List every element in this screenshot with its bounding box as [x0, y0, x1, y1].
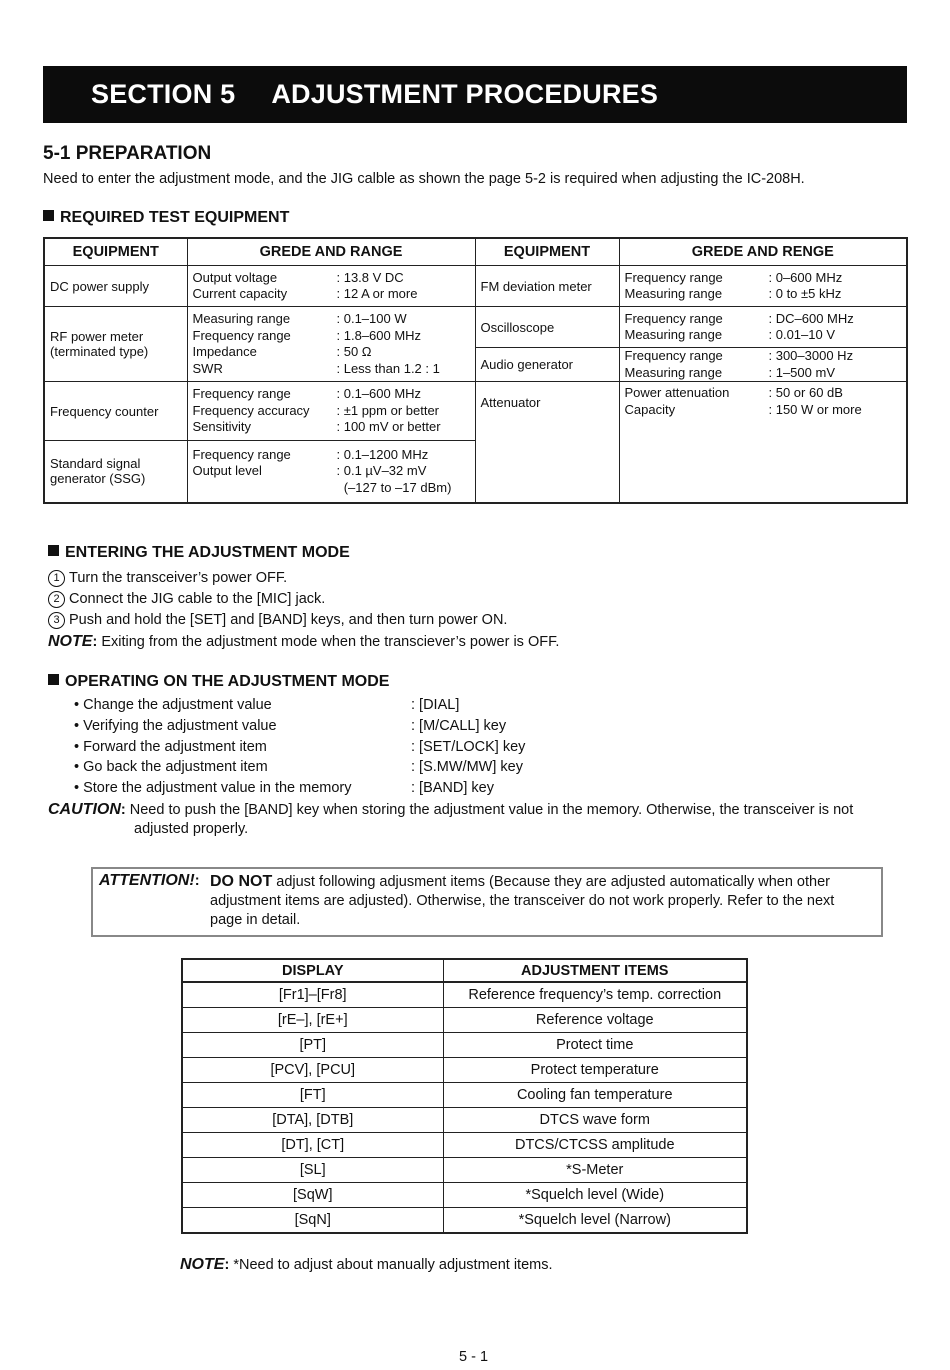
attention-line-3: page in detail.	[210, 912, 301, 928]
operation-key: : [M/CALL] key	[411, 718, 507, 734]
spec-value: : 0.1–1200 MHz	[336, 446, 429, 462]
item-cell: DTCS wave form	[443, 1108, 747, 1133]
square-bullet-icon	[48, 674, 59, 685]
spec-key: Frequency accuracy	[192, 402, 310, 418]
column-header: DISPLAY	[182, 959, 443, 982]
caution-label: CAUTION	[48, 801, 121, 818]
equipment-name: Attenuator	[475, 382, 619, 503]
equipment-name: Oscilloscope	[475, 307, 619, 348]
operation-key: : [DIAL]	[411, 697, 460, 713]
operation-item	[74, 697, 460, 713]
table-row	[182, 1033, 747, 1058]
spec-key: Frequency range	[192, 446, 291, 462]
spec-key: Measuring range	[624, 327, 723, 342]
spec-value: : 0.01–10 V	[768, 327, 835, 342]
step-item	[48, 591, 325, 608]
required-equipment-heading-text: REQUIRED TEST EQUIPMENT	[60, 209, 290, 226]
attention-box	[91, 867, 883, 937]
column-header: EQUIPMENT	[44, 238, 187, 266]
operation-key: : [SET/LOCK] key	[411, 739, 526, 755]
preparation-intro: Need to enter the adjustment mode, and the JIG calble as shown the page 5-2 is required when adjusting the IC-208H.	[43, 171, 805, 187]
do-not-label: DO NOT	[210, 873, 273, 890]
step-item	[48, 612, 507, 629]
adjustment-items-table	[181, 958, 748, 1234]
note-text: Exiting from the adjustment mode when the transciever’s power is OFF.	[101, 634, 560, 650]
operation-item	[74, 739, 526, 755]
table-row	[44, 266, 907, 307]
attention-label: ATTENTION!	[99, 872, 195, 889]
operation-label: • Forward the adjustment item	[74, 739, 267, 755]
spec-value: : 1.8–600 MHz	[336, 327, 422, 343]
display-cell: [PCV], [PCU]	[182, 1058, 443, 1083]
spec-key: Current capacity	[192, 286, 288, 301]
spec-value: : 1–500 mV	[768, 364, 835, 380]
equipment-specs	[187, 307, 475, 382]
entering-heading-text: ENTERING THE ADJUSTMENT MODE	[65, 544, 350, 561]
equipment-specs	[187, 382, 475, 441]
equipment-name: FM deviation meter	[475, 266, 619, 307]
section-title: ADJUSTMENT PROCEDURES	[271, 79, 659, 109]
caution-text-continued: adjusted properly.	[134, 821, 249, 837]
spec-value: : 0.1 µV–32 mV	[336, 463, 427, 478]
column-header: GREDE AND RANGE	[187, 238, 475, 266]
spec-value: : 0–600 MHz	[768, 269, 843, 285]
spec-value: : 300–3000 Hz	[768, 348, 854, 363]
entering-heading	[48, 544, 350, 562]
table-row	[182, 1008, 747, 1033]
spec-value: : ±1 ppm or better	[336, 402, 440, 418]
step-number-icon: 2	[48, 591, 65, 608]
item-cell: *Squelch level (Narrow)	[443, 1208, 747, 1234]
spec-value: : 12 A or more	[336, 286, 418, 301]
operating-heading	[48, 673, 389, 691]
spec-value: (–127 to –17 dBm)	[336, 479, 452, 495]
attention-text: adjust following adjusment items (Because they are adjusted automatically when other	[276, 874, 830, 890]
spec-value: : 100 mV or better	[336, 419, 441, 435]
attention-body	[210, 872, 876, 930]
spec-key: Output level	[192, 463, 262, 478]
note-label: NOTE	[180, 1256, 225, 1273]
step-text: Push and hold the [SET] and [BAND] keys, and then turn power ON.	[69, 612, 508, 628]
display-cell: [Fr1]–[Fr8]	[182, 982, 443, 1008]
adjustment-table-header	[182, 959, 747, 982]
spec-key: Measuring range	[192, 311, 291, 326]
spec-value: : Less than 1.2 : 1	[336, 360, 440, 376]
spec-key: Frequency range	[192, 327, 291, 343]
table-row	[182, 1108, 747, 1133]
operating-heading-text: OPERATING ON THE ADJUSTMENT MODE	[65, 673, 390, 690]
step-item	[48, 570, 287, 587]
display-cell: [FT]	[182, 1083, 443, 1108]
column-header: ADJUSTMENT ITEMS	[443, 959, 747, 982]
section-banner	[43, 66, 907, 123]
display-cell: [rE–], [rE+]	[182, 1008, 443, 1033]
equipment-name: RF power meter (terminated type)	[44, 307, 187, 382]
spec-key: Frequency range	[624, 269, 723, 285]
spec-value: : 0.1–100 W	[336, 311, 407, 326]
equipment-name: Standard signal generator (SSG)	[44, 441, 187, 503]
equipment-specs	[619, 307, 907, 348]
spec-key: Frequency range	[624, 310, 723, 326]
equipment-specs	[187, 266, 475, 307]
item-cell: Protect temperature	[443, 1058, 747, 1083]
table-row	[44, 307, 907, 348]
square-bullet-icon	[48, 545, 59, 556]
operation-label: • Go back the adjustment item	[74, 759, 268, 775]
preparation-heading: 5-1 PREPARATION	[43, 143, 212, 164]
display-cell: [PT]	[182, 1033, 443, 1058]
spec-value: : 13.8 V DC	[336, 269, 404, 285]
spec-value: : 50 or 60 dB	[768, 385, 843, 400]
operation-label: • Store the adjustment value in the memory	[74, 780, 352, 796]
caution-line: CAUTION: Need to push the [BAND] key when storing the adjustment value in the memory. Otherwise, the transceiver is not	[48, 801, 854, 818]
operation-item	[74, 718, 507, 734]
step-number-icon: 3	[48, 612, 65, 629]
spec-key: SWR	[192, 360, 223, 376]
note-text: *Need to adjust about manually adjustment items.	[233, 1257, 553, 1273]
equipment-table	[43, 237, 908, 504]
operation-label: • Change the adjustment value	[74, 697, 272, 713]
equipment-table-header	[44, 238, 907, 266]
caution-text: Need to push the [BAND] key when storing the adjustment value in the memory. Otherwise, the transceiver is not	[129, 802, 854, 818]
display-cell: [DTA], [DTB]	[182, 1108, 443, 1133]
spec-key: Measuring range	[624, 286, 723, 301]
table-row	[182, 982, 747, 1008]
table-row	[182, 1158, 747, 1183]
spec-key: Sensitivity	[192, 419, 252, 435]
spec-key: Measuring range	[624, 364, 723, 380]
required-equipment-heading	[43, 209, 289, 227]
spec-key: Frequency range	[192, 386, 291, 402]
spec-key: Frequency range	[624, 348, 723, 363]
item-cell: Reference voltage	[443, 1008, 747, 1033]
table-row	[44, 382, 907, 441]
operation-key: : [BAND] key	[411, 780, 494, 796]
column-header: GREDE AND RENGE	[619, 238, 907, 266]
table-row	[182, 1083, 747, 1108]
equipment-name: Frequency counter	[44, 382, 187, 441]
item-cell: *Squelch level (Wide)	[443, 1183, 747, 1208]
operation-key: : [S.MW/MW] key	[411, 759, 523, 775]
page-number: 5 - 1	[459, 1349, 489, 1365]
spec-key: Impedance	[192, 344, 257, 359]
spec-value: : DC–600 MHz	[768, 310, 854, 326]
equipment-specs	[619, 348, 907, 382]
entering-note: NOTE: Exiting from the adjustment mode when the transciever’s power is OFF.	[48, 633, 560, 650]
display-cell: [DT], [CT]	[182, 1133, 443, 1158]
step-text: Turn the transceiver’s power OFF.	[69, 570, 288, 586]
attention-line-2: adjustment items are adjusted). Otherwise, the transceiver do not work properly. Refer to the next	[210, 893, 835, 909]
spec-key	[193, 480, 337, 497]
operation-label: • Verifying the adjustment value	[74, 718, 277, 734]
item-cell: DTCS/CTCSS amplitude	[443, 1133, 747, 1158]
table-row	[182, 1183, 747, 1208]
spec-key: Power attenuation	[624, 385, 730, 400]
square-bullet-icon	[43, 210, 54, 221]
item-cell: Protect time	[443, 1033, 747, 1058]
step-number-icon: 1	[48, 570, 65, 587]
spec-value: : 150 W or more	[768, 401, 862, 417]
equipment-specs	[187, 441, 475, 503]
item-cell: Cooling fan temperature	[443, 1083, 747, 1108]
equipment-name: Audio generator	[475, 348, 619, 382]
spec-key: Output voltage	[192, 269, 278, 285]
display-cell: [SqN]	[182, 1208, 443, 1234]
item-cell: *S-Meter	[443, 1158, 747, 1183]
operation-item	[74, 759, 523, 775]
equipment-name: DC power supply	[44, 266, 187, 307]
section-number: SECTION 5	[91, 79, 236, 109]
table-row	[182, 1208, 747, 1234]
spec-value: : 0 to ±5 kHz	[768, 286, 842, 301]
operation-item	[74, 780, 494, 796]
equipment-specs	[619, 266, 907, 307]
equipment-specs	[619, 382, 907, 503]
table-row	[182, 1058, 747, 1083]
attention-label-line: ATTENTION!:	[99, 872, 200, 889]
item-cell: Reference frequency’s temp. correction	[443, 982, 747, 1008]
bottom-note: NOTE: *Need to adjust about manually adjustment items.	[180, 1256, 553, 1273]
display-cell: [SL]	[182, 1158, 443, 1183]
display-cell: [SqW]	[182, 1183, 443, 1208]
note-label: NOTE	[48, 633, 93, 650]
spec-value: : 0.1–600 MHz	[336, 386, 422, 402]
attention-line-1	[210, 872, 876, 892]
table-row	[182, 1133, 747, 1158]
spec-key: Capacity	[624, 401, 676, 417]
column-header: EQUIPMENT	[475, 238, 619, 266]
spec-value: : 50 Ω	[336, 344, 372, 359]
step-text: Connect the JIG cable to the [MIC] jack.	[69, 591, 326, 607]
